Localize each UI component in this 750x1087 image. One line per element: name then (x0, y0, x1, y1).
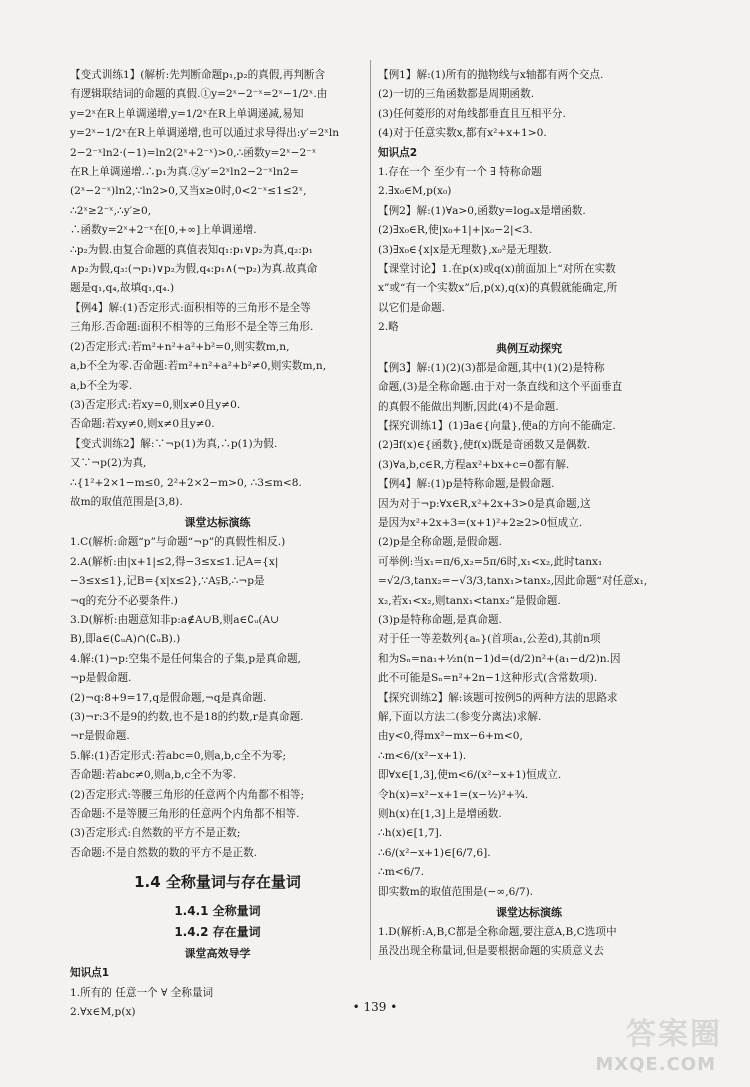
practice-heading: 课堂达标演练 (496, 906, 562, 920)
text-line: ∴6/(x²−x+1)∈[6/7,6]. (378, 846, 491, 859)
text-line: 3.D(解析:由题意知非p:a∉A∪B,则a∈∁ᵤ(A∪ (70, 613, 280, 626)
text-line: 三角形.否命题:面积不相等的三角形不是全等三角形. (70, 321, 314, 334)
text-line: 1.D(解析:A,B,C都是全称命题,要注意A,B,C选项中 (378, 926, 617, 939)
text-line: 否命题:若xy≠0,则x≠0且y≠0. (70, 418, 215, 431)
text-line: 【例3】解:(1)(2)(3)都是命题,其中(1)(2)是特称 (378, 361, 605, 374)
watermark-logo-text: 答案圈 (626, 1017, 722, 1052)
text-line: 1.C(解析:命题“p”与命题“¬p”的真假性相反.) (70, 536, 286, 549)
text-line: ∴m<6/7. (378, 866, 425, 879)
text-line: 又∵¬p(2)为真, (70, 457, 147, 470)
text-line: 则h(x)在[1,3]上是增函数. (378, 808, 502, 821)
text-line: (2)¬q:8+9=17,q是假命题,¬q是真命题. (70, 691, 267, 704)
text-line: a,b不全为零.否命题:若m²+n²+a²+b²≠0,则实数m,n, (70, 360, 327, 373)
text-line: (3)∀a,b,c∈R,方程ax²+bx+c=0都有解. (378, 458, 570, 471)
text-line: ∴p₂为假.由复合命题的真值表知q₁:p₁∨p₂为真,q₂:p₁ (70, 243, 313, 256)
text-line: 和为Sₙ=na₁+½n(n−1)d=(d/2)n²+(a₁−d/2)n.因 (378, 652, 621, 665)
text-line: ∴{1²+2×1−m≤0, 2²+2×2−m>0, ∴3≤m<8. (70, 476, 302, 489)
text-line: 【例2】解:(1)∀a>0,函数y=logₐx是增函数. (378, 204, 586, 217)
text-line: ¬r是假命题. (70, 730, 130, 743)
text-line: 【变式训练1】(解析:先判断命题p₁,p₂的真假,再判断含 (70, 69, 326, 81)
text-line: 否命题:不是等腰三角形的任意两个内角都不相等. (70, 808, 300, 821)
text-line: x₂,若x₁<x₂,则tanx₁<tanx₂”是假命题. (378, 594, 561, 607)
text-line: 【探究训练2】解:该题可按例5的两种方法的思路求 (378, 691, 618, 704)
text-line: 1.所有的 任意一个 ∀ 全称量词 (70, 986, 214, 999)
text-line: 命题,(3)是全称命题.由于对一条直线和这个平面垂直 (378, 381, 623, 394)
text-line: 【例4】解:(1)否定形式:面积相等的三角形不是全等 (70, 301, 311, 314)
text-line: (3)否定形式:若xy=0,则x≠0且y≠0. (70, 398, 241, 411)
knowledge-point-title: 知识点2 (378, 146, 418, 159)
section-title: 1.4 全称量词与存在量词 (134, 873, 301, 892)
left-block-b (70, 533, 365, 863)
text-line: 【探究训练1】(1)∃a∈{向量},使a的方向不能确定. (378, 419, 616, 432)
text-line: 故m的取值范围是[3,8). (70, 495, 183, 508)
text-line: (2)p是全称命题,是假命题. (378, 536, 502, 549)
text-line: B),即a∈(∁ᵤA)∩(∁ᵤB).) (70, 633, 181, 646)
guide-heading: 课堂高效导学 (184, 947, 251, 961)
text-line: 令h(x)=x²−x+1=(x−½)²+¾. (378, 788, 529, 801)
text-line: (2ˣ−2⁻ˣ)ln2,∵ln2>0,又当x≥0时,0<2⁻ˣ≤1≤2ˣ, (70, 185, 307, 198)
text-line: (2)一切的三角函数都是周期函数. (378, 88, 535, 101)
watermark-url: MXQE.COM (595, 1054, 716, 1075)
text-line: 1.存在一个 至少有一个 ∃ 特称命题 (378, 166, 542, 179)
right-column (378, 66, 680, 962)
text-line: 【课堂讨论】1.在p(x)或q(x)前面加上“对所在实数 (378, 263, 616, 276)
text-line: 此不可能是Sₙ=n²+2n−1这种形式(含常数项). (378, 672, 598, 685)
text-line: 否命题:若abc≠0,则a,b,c全不为零. (70, 769, 237, 782)
text-line: 虽没出现全称量词,但是要根据命题的实质意义去 (378, 945, 604, 958)
text-line: 4.解:(1)¬p:空集不是任何集合的子集,p是真命题, (70, 652, 301, 665)
text-line: (3)¬r:3不是9的约数,也不是18的约数,r是真命题. (70, 711, 304, 723)
text-line: ∧p₂为假,q₃:(¬p₁)∨p₂为假,q₄:p₁∧(¬p₂)为真.故真命 (70, 263, 318, 276)
text-line: (2)∃f(x)∈{函数},使f(x)既是奇函数又是偶数. (378, 439, 591, 452)
text-line: (2)∃x₀∈R,使|x₀+1|+|x₀−2|<3. (378, 224, 533, 237)
text-line: 2.A(解析:由|x+1|≤2,得−3≤x≤1.记A={x| (70, 555, 279, 568)
text-line: 2.略 (378, 321, 399, 334)
text-line: x”或“有一个实数x”后,p(x),q(x)的真假就能确定,所 (378, 282, 618, 295)
text-line: a,b不全为零. (70, 379, 133, 392)
text-line: ¬p是假命题. (70, 672, 132, 685)
text-line: (3)任何菱形的对角线都垂直且互相平分. (378, 107, 566, 120)
subsection-title: 1.4.2 存在量词 (174, 925, 261, 940)
text-line: 2.∀x∈M,p(x) (70, 1006, 136, 1019)
text-line: 可举例:当x₁=π/6,x₂=5π/6时,x₁<x₂,此时tanx₁ (378, 555, 603, 568)
text-line: 对于任一等差数列{aₙ}(首项a₁,公差d),其前n项 (378, 633, 601, 646)
text-line: 【变式训练2】解:∵¬p(1)为真,∴p(1)为假. (70, 437, 278, 450)
text-line: 由y<0,得mx²−mx−6+m<0, (378, 730, 523, 743)
text-line: ∴m<6/(x²−x+1). (378, 749, 467, 762)
text-line: 有逻辑联结词的命题的真假.①y=2ˣ−2⁻ˣ=2ˣ−1/2ˣ.由 (70, 88, 328, 101)
practice-heading: 课堂达标演练 (184, 516, 251, 530)
text-line: y=2ˣ在R上单调递增,y=1/2ˣ在R上单调递减,易知 (70, 107, 304, 120)
text-line: 2.∃x₀∈M,p(x₀) (378, 185, 452, 198)
left-column (70, 66, 365, 1022)
text-line: ∴2ˣ≥2⁻ˣ,∴y′≥0, (70, 204, 152, 217)
text-line: 否命题:不是自然数的数的平方不是正数. (70, 846, 258, 859)
text-line: (3)∃x₀∈{x|x是无理数},x₀²是无理数. (378, 243, 552, 256)
text-line: −3≤x≤1},记B={x|x≤2},∵A⫋B,∴¬p是 (70, 575, 265, 588)
text-line: 在R上单调递增.∴p₁为真.②y′=2ˣln2−2⁻ˣln2= (70, 166, 299, 179)
text-line: ¬q的充分不必要条件.) (70, 594, 178, 607)
text-line: ∴h(x)∈[1,7]. (378, 827, 443, 840)
text-line: 以它们是命题. (378, 301, 445, 314)
text-line: 的真假不能做出判断,因此(4)不是命题. (378, 400, 559, 413)
subsection-title: 1.4.1 全称量词 (174, 904, 261, 919)
text-line: y=2ˣ−1/2ˣ在R上单调递增,也可以通过求导得出:y′=2ˣln (70, 127, 340, 140)
text-line: 【例1】解:(1)所有的抛物线与x轴都有两个交点. (378, 69, 604, 81)
text-line: 是因为x²+2x+3=(x+1)²+2≥2>0恒成立. (378, 516, 583, 529)
text-line: 因为对于¬p:∀x∈R,x²+2x+3>0是真命题,这 (378, 497, 591, 510)
text-line: (4)对于任意实数x,都有x²+x+1>0. (378, 127, 547, 140)
text-line: =√2/3,tanx₂=−√3/3,tanx₁>tanx₂,因此命题“对任意x₁, (378, 575, 648, 588)
left-block-a (70, 66, 365, 512)
text-line: 即∀x∈[1,3],使m<6/(x²−x+1)恒成立. (378, 769, 562, 782)
knowledge-point-title: 知识点1 (70, 967, 110, 980)
text-line: 【例4】解:(1)p是特称命题,是假命题. (378, 478, 555, 491)
text-line: ∴函数y=2ˣ+2⁻ˣ在[0,+∞]上单调递增. (70, 224, 257, 237)
text-line: 题是q₁,q₄,故填q₁,q₄.) (70, 282, 175, 295)
explore-heading: 典例互动探究 (496, 341, 562, 355)
text-line: (2)否定形式:等腰三角形的任意两个内角都不相等; (70, 788, 305, 801)
text-line: (3)p是特称命题,是真命题. (378, 613, 502, 626)
text-line: (2)否定形式:若m²+n²+a²+b²=0,则实数m,n, (70, 340, 290, 353)
text-line: 解,下面以方法二(参变分离法)求解. (378, 711, 542, 723)
text-line: 5.解:(1)否定形式:若abc=0,则a,b,c全不为零; (70, 749, 287, 762)
column-divider (370, 60, 371, 960)
text-line: (3)否定形式:自然数的平方不是正数; (70, 827, 241, 840)
text-line: 2−2⁻ˣln2·(−1)=ln2(2ˣ+2⁻ˣ)>0,∴函数y=2ˣ−2⁻ˣ (70, 146, 317, 159)
text-line: 即实数m的取值范围是(−∞,6/7). (378, 885, 534, 898)
page-number: • 139 • (352, 1000, 398, 1014)
